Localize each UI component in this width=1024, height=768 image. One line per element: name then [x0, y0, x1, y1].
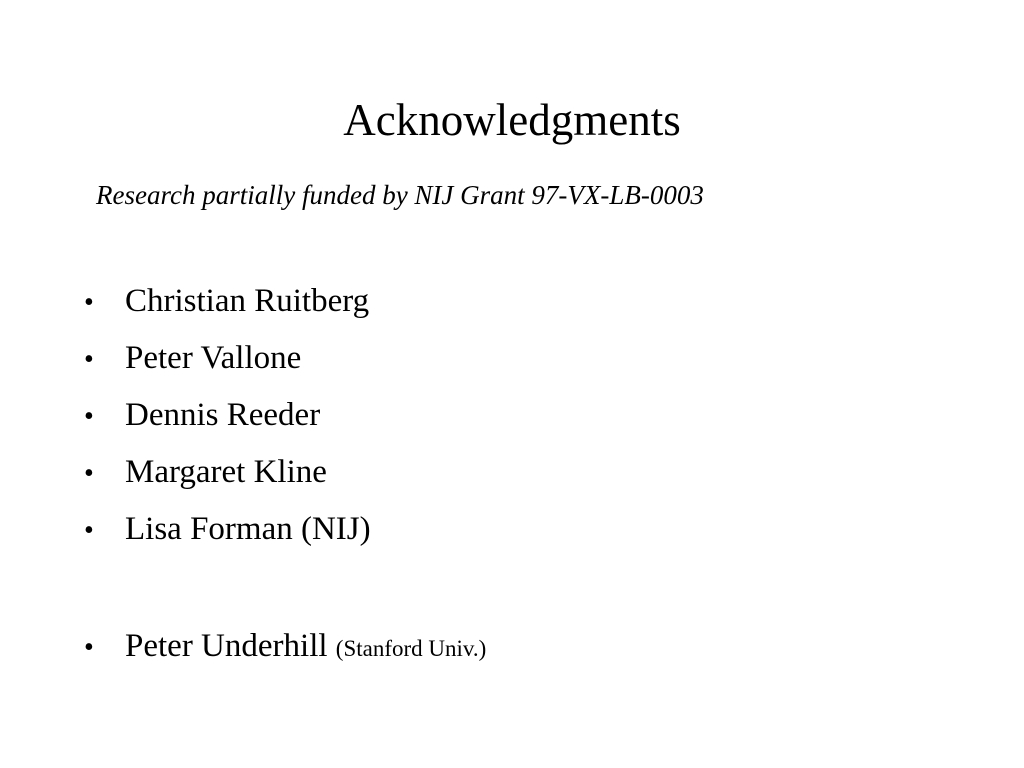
list-item	[84, 509, 371, 551]
person-name: Peter Underhill	[125, 628, 328, 664]
person-name: Peter Vallone	[125, 340, 302, 376]
list-item	[84, 452, 327, 494]
bullet-icon: •	[84, 515, 94, 546]
bullet-icon: •	[84, 401, 94, 432]
list-item	[84, 281, 369, 323]
bullet-icon: •	[84, 458, 94, 489]
person-name: Christian Ruitberg	[125, 283, 370, 319]
person-name: Dennis Reeder	[125, 397, 321, 433]
funding-note: Research partially funded by NIJ Grant 97-VX-LB-0003	[96, 180, 704, 210]
slide-title: Acknowledgments	[343, 95, 681, 145]
bullet-icon: •	[84, 632, 94, 663]
list-item	[84, 626, 486, 669]
person-name: Lisa Forman (NIJ)	[125, 511, 371, 547]
bullet-icon: •	[84, 344, 94, 375]
person-affiliation: (Stanford Univ.)	[335, 636, 487, 661]
list-item	[84, 395, 320, 437]
person-name: Margaret Kline	[125, 454, 327, 490]
list-item	[84, 338, 301, 380]
bullet-icon: •	[84, 287, 94, 318]
